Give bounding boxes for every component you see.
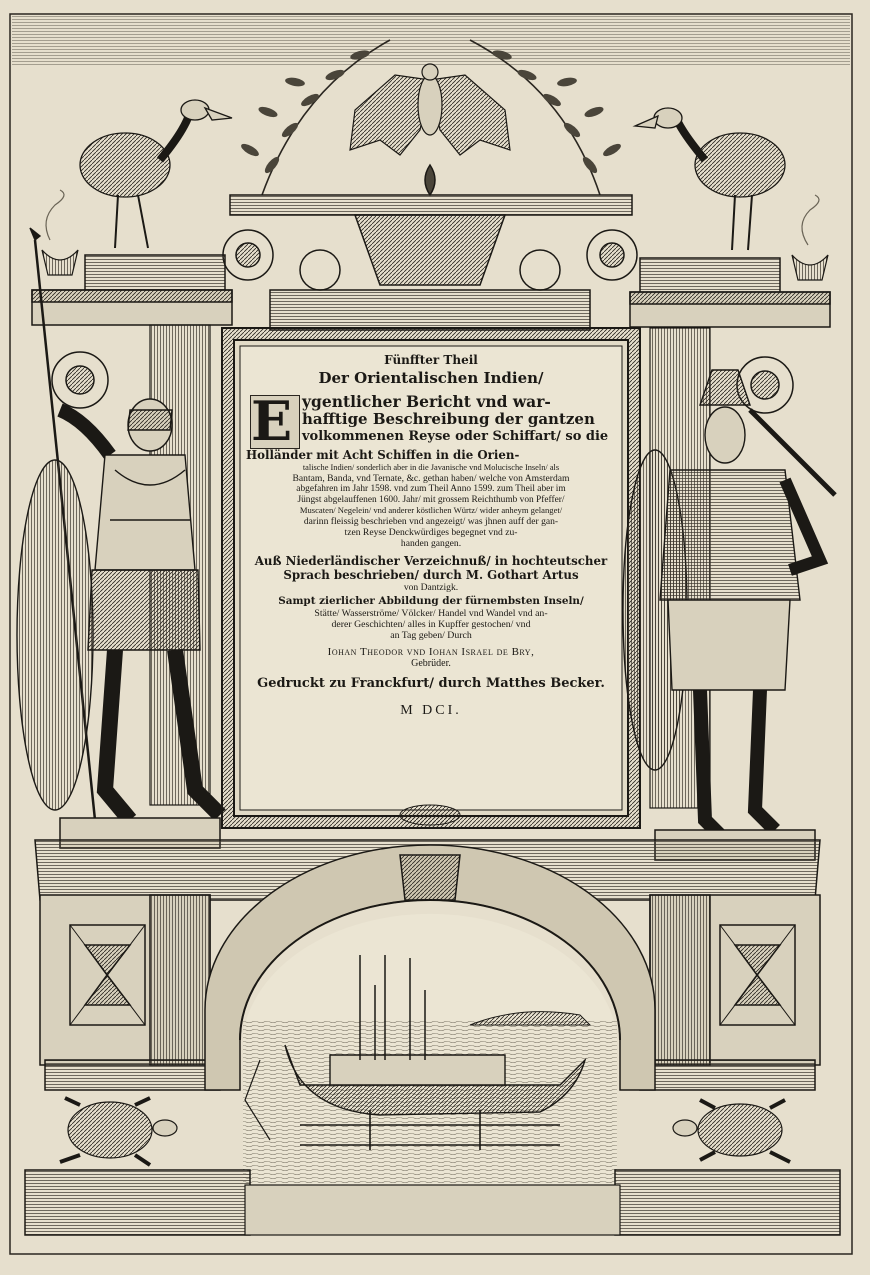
illustration-line-2: Stätte/ Wasserströme/ Völcker/ Handel vnd Wandel vnd an-: [314, 607, 548, 619]
series-title: Der Orientalischen Indien/: [318, 368, 544, 387]
publishers-note: Gebrüder.: [411, 658, 451, 670]
description-line-7: abgefahren im Jahr 1598. vnd zum Theil Anno 1599. zum Theil aber im: [296, 483, 566, 494]
description-line-12: handen gangen.: [400, 537, 462, 549]
description-line-6: Bantam, Banda, vnd Ternate, &c. gethan haben/ welche von Amsterdam: [292, 472, 570, 484]
translation-line-3: von Dantzigk.: [403, 582, 459, 594]
translation-block: [246, 555, 616, 593]
base-block-right: [615, 1170, 840, 1235]
illustration-line-4: an Tag geben/ Durch: [390, 630, 472, 642]
description-line-2: hafftige Beschreibung der gantzen: [302, 410, 595, 429]
decorated-initial: E: [250, 395, 300, 449]
pedestal-right: [640, 895, 820, 1090]
translation-line-1: Auß Niederländischer Verzeichnuß/ in hochteutscher: [254, 554, 608, 568]
description-line-3: volkommenen Reyse oder Schiffart/ so die: [302, 428, 609, 444]
description-line-4: Holländer mit Acht Schiffen in die Orien-: [246, 448, 520, 463]
part-heading: Fünffter Theil: [384, 353, 478, 367]
description-line-10: darinn fleissig beschrieben vnd angezeigt/ was jhnen auff der gan-: [303, 515, 559, 527]
base-block-left: [25, 1170, 250, 1235]
publishers-line: Iohan Theodor vnd Iohan Israel de Bry,: [327, 645, 535, 658]
printer-line: Gedruckt zu Franckfurt/ durch Matthes Becker.: [257, 675, 605, 691]
description-line-8: Jüngst abgelauffenen 1600. Jahr/ mit grossem Reichthumb von Pfeffer/: [297, 494, 565, 505]
description-line-1: ygentlicher Bericht vnd war-: [302, 392, 551, 412]
illustration-line-3: derer Geschichten/ alles in Kupffer gestochen/ vnd: [331, 618, 531, 630]
title-panel: [246, 352, 616, 800]
description-line-9: Muscaten/ Negelein/ vnd anderer köstlichen Würtz/ wider anheym gelanget/: [299, 504, 563, 515]
publication-year: M DCI.: [400, 703, 462, 719]
description-block: [246, 389, 616, 463]
base-ground: [245, 1185, 620, 1235]
translation-line-2: Sprach beschrieben/ durch M. Gothart Artus: [283, 567, 579, 582]
illustration-block: [246, 595, 616, 641]
description-continued: [246, 463, 616, 549]
description-line-5: talische Indien/ sonderlich aber in die Javanische vnd Molucische Inseln/ als: [302, 462, 560, 472]
illustration-line-1: Sampt zierlicher Abbildung der fürnembsten Inseln/: [278, 595, 584, 608]
pedestal-left: [40, 895, 220, 1090]
description-line-11: tzen Reyse Denckwürdiges begegnet vnd zu-: [344, 526, 518, 538]
